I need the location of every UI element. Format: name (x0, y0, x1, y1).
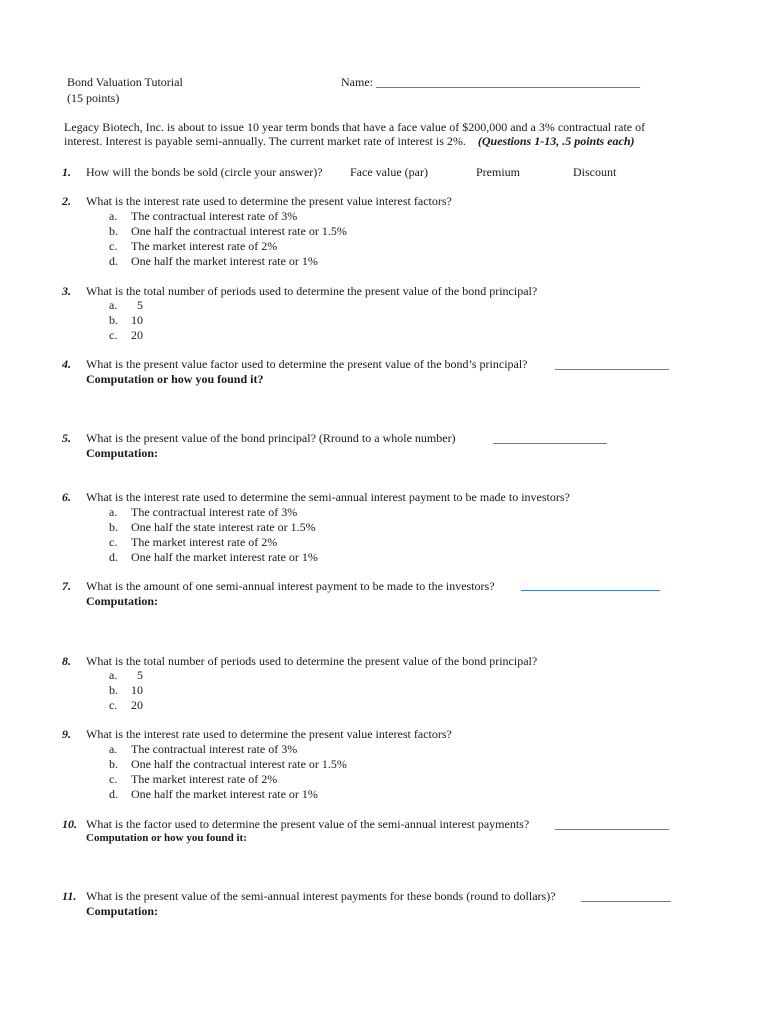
q10-text: What is the factor used to determine the present value of the semi-annual interest payments? (86, 817, 530, 831)
q2-option-a-letter: a. (109, 209, 118, 223)
q3-number: 3. (62, 284, 71, 298)
q6-option-b[interactable]: One half the state interest rate or 1.5% (131, 520, 316, 534)
q3-option-b[interactable]: 10 (131, 313, 143, 327)
q5-text: What is the present value of the bond principal? (Rround to a whole number) (86, 431, 456, 445)
points-label: (15 points) (67, 91, 120, 105)
document-title: Bond Valuation Tutorial (67, 75, 183, 89)
q3-option-a[interactable]: 5 (137, 298, 143, 312)
name-field[interactable] (341, 75, 640, 90)
q7-number: 7. (62, 579, 71, 593)
q2-option-a[interactable]: The contractual interest rate of 3% (131, 209, 298, 223)
q4-number: 4. (62, 357, 71, 371)
q2-option-b-letter: b. (109, 224, 118, 238)
q1-number: 1. (62, 165, 71, 179)
q9-option-b-letter: b. (109, 757, 118, 771)
name-label: Name: (341, 75, 373, 89)
q1-text: How will the bonds be sold (circle your answer)? (86, 165, 323, 179)
q6-number: 6. (62, 490, 71, 504)
q8-option-a-letter: a. (109, 668, 118, 682)
q1-option-face-value[interactable]: Face value (par) (350, 165, 428, 179)
q9-option-c[interactable]: The market interest rate of 2% (131, 772, 278, 786)
q8-option-b-letter: b. (109, 683, 118, 697)
q9-option-a-letter: a. (109, 742, 118, 756)
q6-option-b-letter: b. (109, 520, 118, 534)
q6-option-d-letter: d. (109, 550, 118, 564)
q2-option-d-letter: d. (109, 254, 118, 268)
q10-computation-label: Computation or how you found it: (86, 832, 247, 844)
q5-answer-blank[interactable]: ___________________ (493, 431, 607, 445)
q4-computation-label: Computation or how you found it? (86, 372, 264, 386)
q6-option-a-letter: a. (109, 505, 118, 519)
q9-number: 9. (62, 727, 71, 741)
q6-option-a[interactable]: The contractual interest rate of 3% (131, 505, 298, 519)
q2-option-d[interactable]: One half the market interest rate or 1% (131, 254, 318, 268)
q8-option-b[interactable]: 10 (131, 683, 143, 697)
q6-option-c[interactable]: The market interest rate of 2% (131, 535, 278, 549)
q9-option-d-letter: d. (109, 787, 118, 801)
q2-option-c[interactable]: The market interest rate of 2% (131, 239, 278, 253)
q2-text: What is the interest rate used to determine the present value interest factors? (86, 194, 452, 208)
q8-option-a[interactable]: 5 (137, 668, 143, 682)
q8-number: 8. (62, 654, 71, 668)
q3-option-a-letter: a. (109, 298, 118, 312)
q9-option-d[interactable]: One half the market interest rate or 1% (131, 787, 318, 801)
q7-text: What is the amount of one semi-annual interest payment to be made to the investors? (86, 579, 495, 593)
q10-number: 10. (62, 817, 77, 831)
q11-number: 11. (62, 889, 77, 903)
q6-option-d[interactable]: One half the market interest rate or 1% (131, 550, 318, 564)
q9-text: What is the interest rate used to determine the present value interest factors? (86, 727, 452, 741)
q6-text: What is the interest rate used to determine the semi-annual interest payment to be made to investors? (86, 490, 570, 504)
q2-option-b[interactable]: One half the contractual interest rate or 1.5% (131, 224, 347, 238)
q1-option-premium[interactable]: Premium (476, 165, 520, 179)
q5-computation-label: Computation: (86, 446, 159, 460)
q3-option-c[interactable]: 20 (131, 328, 143, 342)
q7-answer-blank[interactable] (521, 579, 660, 595)
q9-option-b[interactable]: One half the contractual interest rate or 1.5% (131, 757, 347, 771)
q3-option-c-letter: c. (109, 328, 118, 342)
q2-option-c-letter: c. (109, 239, 118, 253)
q8-option-c[interactable]: 20 (131, 698, 143, 712)
q11-text: What is the present value of the semi-annual interest payments for these bonds (round to dollars)? (86, 889, 556, 903)
points-note: (Questions 1-13, .5 points each) (477, 134, 635, 148)
q8-option-c-letter: c. (109, 698, 118, 712)
q9-option-a[interactable]: The contractual interest rate of 3% (131, 742, 298, 756)
q10-answer-blank[interactable]: ___________________ (555, 817, 669, 831)
q11-computation-label: Computation: (86, 904, 159, 918)
intro-line-1: Legacy Biotech, Inc. is about to issue 10 year term bonds that have a face value of $200,000 and a 3% contractual rate of (64, 120, 646, 134)
q5-number: 5. (62, 431, 71, 445)
q8-text: What is the total number of periods used to determine the present value of the bond principal? (86, 654, 538, 668)
q4-answer-blank[interactable]: ___________________ (555, 357, 669, 371)
q6-option-c-letter: c. (109, 535, 118, 549)
q3-text: What is the total number of periods used to determine the present value of the bond principal? (86, 284, 538, 298)
q3-option-b-letter: b. (109, 313, 118, 327)
q11-answer-blank[interactable]: _______________ (581, 889, 671, 903)
q7-computation-label: Computation: (86, 594, 159, 608)
intro-line-2: interest. Interest is payable semi-annually. The current market rate of interest is 2%. (Questions 1-13, .5 points each) (64, 134, 635, 148)
q4-text: What is the present value factor used to determine the present value of the bond’s principal? (86, 357, 528, 371)
name-blank[interactable]: ____________________________________________ (376, 75, 640, 89)
q9-option-c-letter: c. (109, 772, 118, 786)
q1-option-discount[interactable]: Discount (573, 165, 617, 179)
q2-number: 2. (62, 194, 71, 208)
